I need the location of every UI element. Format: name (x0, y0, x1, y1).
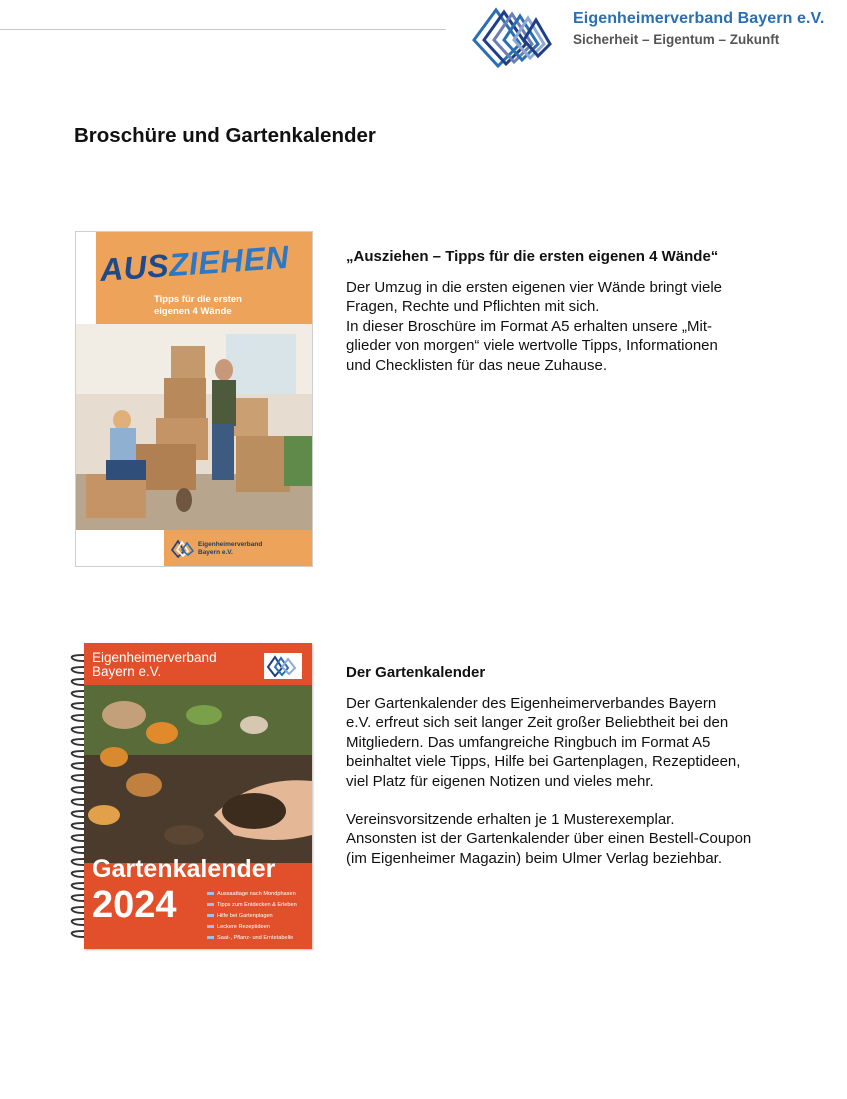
calendar-org-name (92, 651, 217, 679)
cover-org-line2: Bayern e.V. (198, 549, 233, 556)
calendar-line: Vereinsvorsitzende erhalten je 1 Musterexemplar. (346, 811, 675, 829)
page-title: Broschüre und Gartenkalender (74, 124, 376, 147)
brochure-line: In dieser Broschüre im Format A5 erhalten unsere „Mit- (346, 317, 712, 335)
brochure-description (346, 248, 821, 375)
calendar-line: Der Gartenkalender des Eigenheimerverbandes Bayern (346, 695, 717, 712)
cover-org-line1: Eigenheimerverband (198, 541, 263, 548)
org-logo-icon (468, 0, 560, 68)
brochure-heading: „Ausziehen – Tipps für die ersten eigenen 4 Wände“ (346, 248, 719, 265)
paragraph-gap (346, 791, 821, 810)
cover-subtitle-line2: eigenen 4 Wände (154, 306, 232, 317)
brochure-line: Fragen, Rechte und Pflichten mit sich. (346, 298, 600, 316)
calendar-feature: Tipps zum Entdecken & Erleben (207, 900, 297, 911)
header-divider (0, 29, 446, 30)
cover-title-part2: ZIEHEN (167, 238, 291, 284)
cover-logo-icon (170, 538, 196, 558)
moving-couple-photo (76, 324, 312, 530)
cover-subtitle (154, 294, 242, 318)
calendar-line: viel Platz für eigenen Notizen und vieles mehr. (346, 772, 654, 790)
org-name: Eigenheimerverband Bayern e.V. (573, 10, 825, 27)
calendar-org-line2: Bayern e.V. (92, 664, 162, 679)
brochure-line: glieder von morgen“ viele wertvolle Tipps, Informationen (346, 337, 718, 355)
calendar-cover (84, 643, 312, 949)
garden-calendar-cover-image (70, 643, 312, 951)
cover-org-name (198, 541, 262, 557)
calendar-feature-list (207, 889, 297, 944)
calendar-line: Ansonsten ist der Gartenkalender über einen Bestell-Coupon (346, 830, 752, 848)
cover-title-part1: AUS (98, 247, 171, 288)
brochure-line: und Checklisten für das neue Zuhause. (346, 356, 607, 374)
calendar-cover-year: 2024 (92, 884, 177, 926)
calendar-feature: Hilfe bei Gartenplagen (207, 911, 297, 922)
compost-soil-photo (84, 685, 312, 863)
calendar-org-line1: Eigenheimerverband (92, 650, 217, 665)
calendar-feature: Leckere Rezeptideen (207, 922, 297, 933)
calendar-cover-title: Gartenkalender (92, 855, 276, 883)
calendar-feature: Aussaattage nach Mondphasen (207, 889, 297, 900)
calendar-line: (im Eigenheimer Magazin) beim Ulmer Verlag beziehbar. (346, 849, 722, 867)
brochure-cover-image (75, 231, 313, 567)
calendar-logo-icon (264, 653, 302, 679)
calendar-heading: Der Gartenkalender (346, 664, 486, 681)
calendar-description (346, 664, 821, 868)
calendar-line: e.V. erfreut sich seit langer Zeit großer Beliebtheit bei den (346, 714, 729, 732)
brochure-line: Der Umzug in die ersten eigenen vier Wände bringt viele (346, 279, 723, 296)
cover-subtitle-line1: Tipps für die ersten (154, 294, 242, 305)
calendar-line: Mitgliedern. Das umfangreiche Ringbuch im Format A5 (346, 733, 711, 751)
org-tagline: Sicherheit – Eigentum – Zukunft (573, 32, 780, 47)
calendar-feature: Saat-, Pflanz- und Erntetabelle (207, 933, 297, 944)
calendar-line: beinhaltet viele Tipps, Hilfe bei Gartenplagen, Rezeptideen, (346, 753, 741, 771)
